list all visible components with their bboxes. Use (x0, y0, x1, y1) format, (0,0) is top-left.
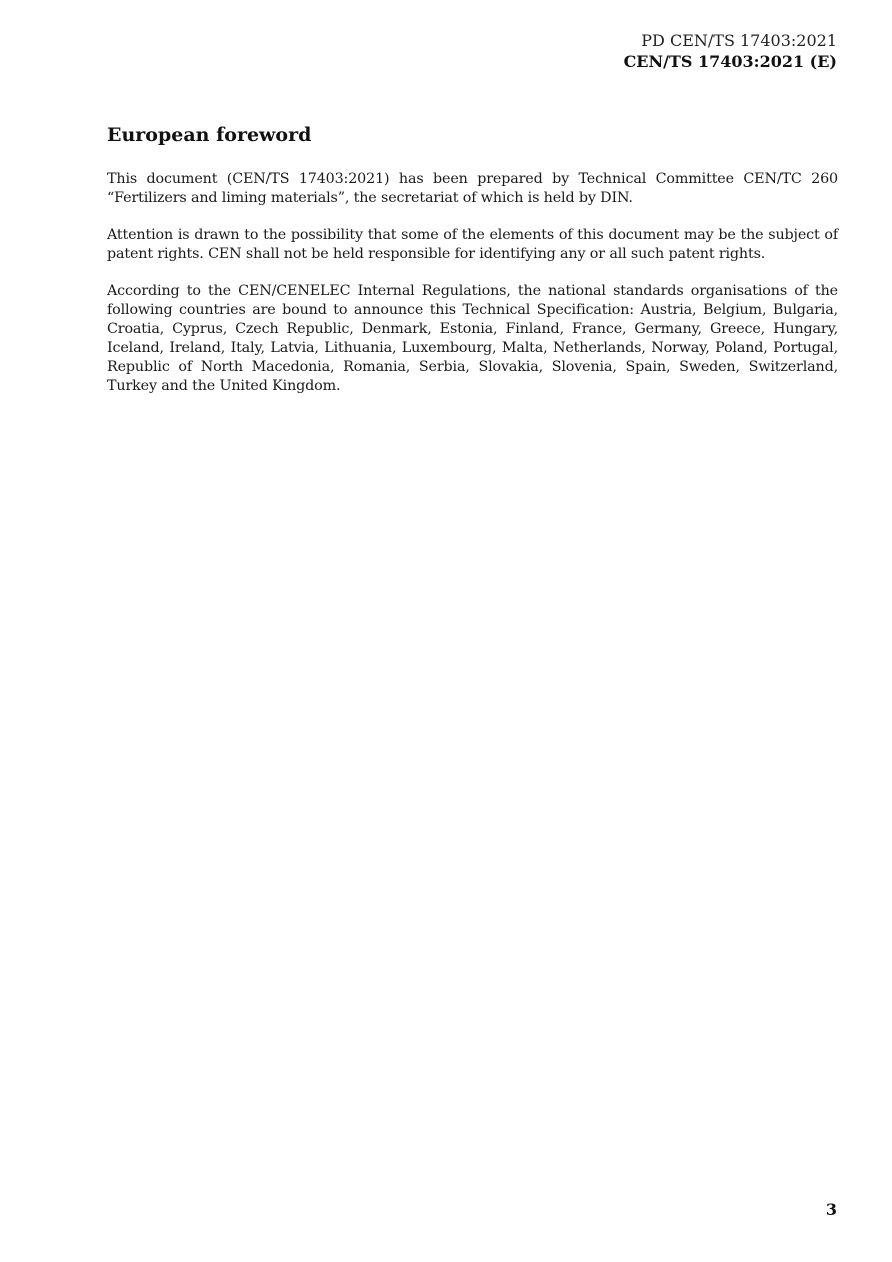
page-header (624, 30, 837, 72)
paragraph-patent-rights: Attention is drawn to the possibility that some of the elements of this document may be the subject of patent rights. CEN shall not be held responsible for identifying any or all such patent rights. (107, 227, 838, 262)
paragraph-countries: According to the CEN/CENELEC Internal Regulations, the national standards organisations of the following countries are bound to announce this Technical Specification: Austria, Belgium, Bulgaria, Croatia, Cyprus, Czech Republic, Denmark, Estonia, Finland, France, Germany, Greece, Hungary, Iceland, Ireland, Italy, Latvia, Lithuania, Luxembourg, Malta, Netherlands, Norway, Poland, Portugal, Republic of North Macedonia, Romania, Serbia, Slovakia, Slovenia, Spain, Sweden, Switzerland, Turkey and the United Kingdom. (107, 283, 838, 394)
paragraph-preparation: This document (CEN/TS 17403:2021) has been prepared by Technical Committee CEN/TC 260 “Fertilizers and liming materials”, the secretariat of which is held by DIN. (107, 171, 838, 206)
header-standard-id: CEN/TS 17403:2021 (E) (623, 52, 837, 71)
section-title: European foreword (107, 124, 312, 146)
page-number: 3 (825, 1200, 837, 1219)
header-document-id: PD CEN/TS 17403:2021 (641, 31, 837, 50)
foreword-section (107, 121, 838, 414)
